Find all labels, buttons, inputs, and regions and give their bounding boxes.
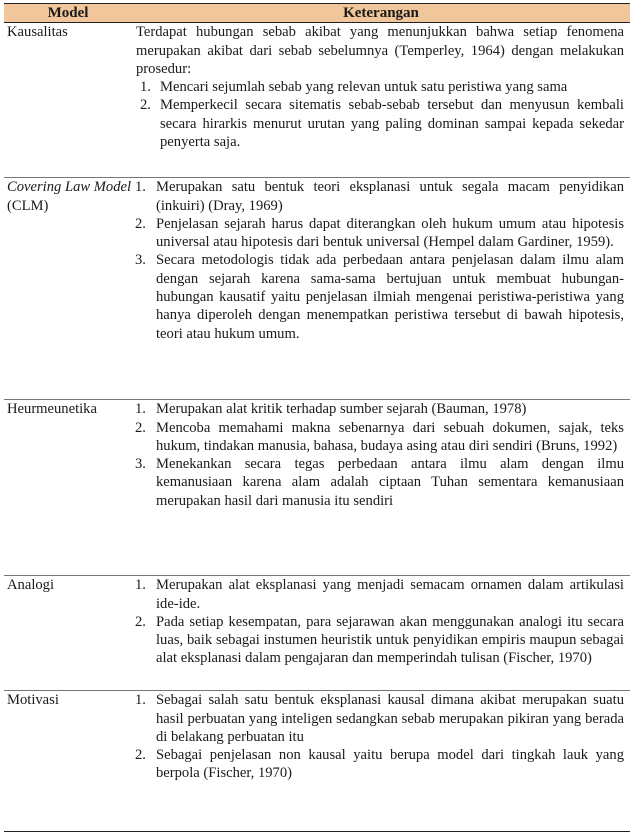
list-item bbox=[132, 178, 624, 215]
table-header-row bbox=[4, 4, 630, 23]
list-number: 1. bbox=[135, 179, 146, 196]
list-item bbox=[132, 613, 624, 668]
list-text: Merupakan alat eksplanasi yang menjadi semacam ornamen dalam artikulasi ide-ide. bbox=[156, 577, 624, 612]
table-row-clm bbox=[4, 178, 630, 400]
list-item bbox=[132, 455, 624, 510]
list-item bbox=[132, 251, 624, 342]
list-number: 2. bbox=[140, 97, 151, 114]
model-name-cell bbox=[4, 576, 132, 691]
list-number: 2. bbox=[135, 419, 146, 436]
model-name-cell bbox=[4, 400, 132, 576]
list-text: Merupakan satu bentuk teori eksplanasi untuk segala macam penyidikan (inkuiri) (Dray, 1969) bbox=[156, 179, 624, 214]
list-number: 2. bbox=[135, 613, 146, 630]
model-name-italic: Covering Law Model bbox=[7, 179, 132, 196]
table-row-kausalitas bbox=[4, 23, 630, 178]
item-list bbox=[132, 400, 624, 510]
list-text: Mencari sejumlah sebab yang relevan untuk satu peristiwa yang sama bbox=[160, 79, 568, 96]
list-number: 1. bbox=[135, 692, 146, 709]
list-item bbox=[132, 96, 624, 151]
header-model: Model bbox=[4, 4, 132, 23]
list-text: Secara metodologis tidak ada perbedaan antara penjelasan dalam ilmu alam dengan sejarah karena sama-sama bertujuan untuk membuat hubungan-hubungan kausatif yaitu penjelasan ilmiah mengenai peristiwa-peristiwa yang hanya diperoleh dengan menempatkan peristiwa tersebut di bawah hipotesis, teori atau hukum umum. bbox=[156, 252, 624, 342]
header-keterangan: Keterangan bbox=[132, 4, 630, 23]
item-list bbox=[132, 691, 624, 782]
model-name: Analogi bbox=[7, 577, 55, 594]
table-row-motivasi bbox=[4, 691, 630, 832]
model-name-cell bbox=[4, 178, 132, 400]
list-number: 3. bbox=[135, 252, 146, 269]
list-text: Penjelasan sejarah harus dapat diterangkan oleh hukum umum atau hipotesis universal atau hipotesis dari bentuk universal (Hempel dalam Gardiner, 1959). bbox=[156, 215, 624, 251]
table-row-analogi bbox=[4, 576, 630, 691]
item-list bbox=[132, 78, 624, 151]
table-row-heurmeunetika bbox=[4, 400, 630, 576]
description-cell bbox=[132, 23, 630, 178]
model-name-cell bbox=[4, 23, 132, 178]
model-name: Heurmeunetika bbox=[7, 401, 97, 418]
model-table bbox=[4, 3, 630, 832]
description-cell bbox=[132, 576, 630, 691]
model-name: Motivasi bbox=[7, 692, 59, 709]
list-item bbox=[132, 576, 624, 613]
list-number: 1. bbox=[135, 577, 146, 594]
list-text: Mencoba memahami makna sebenarnya dari sebuah dokumen, sajak, teks hukum, tindakan manusia, bahasa, budaya asing atau diri sendiri (Bruns, 1992) bbox=[156, 419, 624, 454]
list-text: Merupakan alat kritik terhadap sumber sejarah (Bauman, 1978) bbox=[156, 401, 527, 418]
list-item bbox=[132, 400, 624, 418]
list-text: Sebagai penjelasan non kausal yaitu berupa model dari tingkah lauk yang berpola (Fischer, 1970) bbox=[156, 747, 624, 782]
description-cell bbox=[132, 178, 630, 400]
list-number: 1. bbox=[140, 79, 151, 96]
list-item bbox=[132, 78, 624, 96]
list-text: Menekankan secara tegas perbedaan antara ilmu alam dengan ilmu kemanusiaan karena alam adalah ciptaan Tuhan sementara kemanusiaan merupakan hasil dari manusia itu sendiri bbox=[156, 456, 624, 509]
list-text: Sebagai salah satu bentuk eksplanasi kausal dimana akibat merupakan suatu hasil perbuatan yang inteligen sedangkan sebab merupakan pikiran yang berada di belakang perbuatan itu bbox=[156, 692, 624, 745]
list-number: 2. bbox=[135, 747, 146, 764]
model-name-cell bbox=[4, 691, 132, 832]
description-cell bbox=[132, 691, 630, 832]
model-name-suffix: (CLM) bbox=[7, 197, 49, 214]
item-list bbox=[132, 178, 624, 343]
list-number: 3. bbox=[135, 456, 146, 473]
list-item bbox=[132, 215, 624, 252]
list-item bbox=[132, 691, 624, 746]
model-name: Kausalitas bbox=[7, 24, 68, 41]
list-number: 2. bbox=[135, 215, 146, 232]
list-item bbox=[132, 419, 624, 456]
model-name bbox=[7, 179, 131, 213]
list-text: Pada setiap kesempatan, para sejarawan akan menggunakan analogi itu secara luas, baik sebagai instumen heuristik untuk penyidikan empiris maupun sebagai alat eksplanasi dalam pengajaran dan memperindah tulisan (Fischer, 1970) bbox=[156, 613, 624, 667]
description-cell bbox=[132, 400, 630, 576]
intro-text: Terdapat hubungan sebab akibat yang menunjukkan bahwa setiap fenomena merupakan akibat dari sebab sebelumnya (Temperley, 1964) dengan melakukan prosedur: bbox=[136, 24, 624, 77]
list-text: Memperkecil secara sitematis sebab-sebab tersebut dan menyusun kembali secara hirarkis menurut urutan yang paling dominan sampai kepada sekedar penyerta saja. bbox=[160, 97, 624, 151]
list-item bbox=[132, 746, 624, 783]
item-list bbox=[132, 576, 624, 667]
list-number: 1. bbox=[135, 401, 146, 418]
